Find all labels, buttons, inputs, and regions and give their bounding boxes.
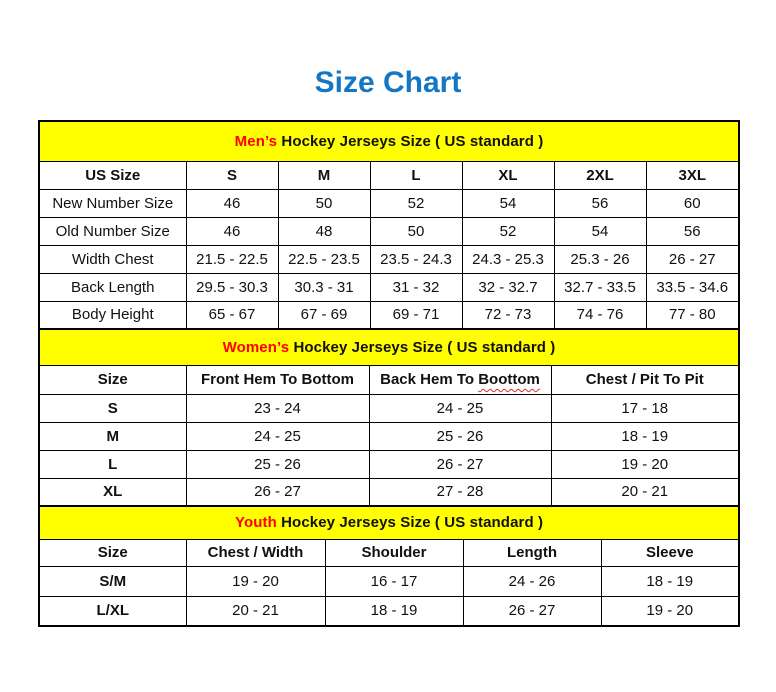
youth-table-row <box>39 596 739 626</box>
mens-size-value: 54 <box>462 189 554 217</box>
mens-size-value: 50 <box>370 217 462 245</box>
mens-column-header: M <box>278 161 370 189</box>
mens-size-value: 31 - 32 <box>370 273 462 301</box>
mens-column-header: 3XL <box>646 161 739 189</box>
womens-table-row <box>39 450 739 478</box>
youth-section-accent: Youth <box>234 514 277 532</box>
womens-size-value: 19 - 20 <box>551 450 739 478</box>
mens-size-value: 30.3 - 31 <box>278 273 370 301</box>
mens-size-value: 52 <box>370 189 462 217</box>
mens-size-value: 24.3 - 25.3 <box>462 245 554 273</box>
mens-column-header: L <box>370 161 462 189</box>
mens-size-value: 46 <box>186 217 278 245</box>
womens-size-value: 20 - 21 <box>551 478 739 506</box>
mens-size-value: 32.7 - 33.5 <box>554 273 646 301</box>
mens-section-accent: Men’s <box>234 132 278 150</box>
womens-size-value: 26 - 27 <box>369 450 551 478</box>
mens-table-row <box>39 273 739 301</box>
mens-size-value: 74 - 76 <box>554 301 646 329</box>
youth-size-value: 20 - 21 <box>186 596 325 626</box>
mens-size-value: 25.3 - 26 <box>554 245 646 273</box>
womens-size-value: 26 - 27 <box>186 478 369 506</box>
youth-size-value: 16 - 17 <box>325 566 463 596</box>
youth-column-header: Shoulder <box>325 539 463 566</box>
mens-size-value: 23.5 - 24.3 <box>370 245 462 273</box>
mens-row-label: Back Length <box>39 273 186 301</box>
womens-size-value: 27 - 28 <box>369 478 551 506</box>
youth-section-header <box>39 506 739 539</box>
youth-size-value: 26 - 27 <box>463 596 601 626</box>
mens-row-label: Old Number Size <box>39 217 186 245</box>
youth-size-table <box>38 505 740 627</box>
page-title: Size Chart <box>314 66 462 99</box>
mens-size-table <box>38 120 740 330</box>
mens-size-value: 60 <box>646 189 739 217</box>
womens-column-header: Size <box>39 365 186 394</box>
womens-size-value: 25 - 26 <box>369 422 551 450</box>
womens-size-value: 25 - 26 <box>186 450 369 478</box>
youth-size-value: 24 - 26 <box>463 566 601 596</box>
mens-size-value: 56 <box>646 217 739 245</box>
youth-row-label: S/M <box>39 566 186 596</box>
mens-section-header <box>39 121 739 161</box>
womens-row-label: XL <box>39 478 186 506</box>
womens-section-accent: Women’s <box>222 338 290 356</box>
youth-row-label: L/XL <box>39 596 186 626</box>
youth-size-value: 18 - 19 <box>601 566 739 596</box>
mens-size-value: 67 - 69 <box>278 301 370 329</box>
mens-size-value: 22.5 - 23.5 <box>278 245 370 273</box>
youth-size-value: 18 - 19 <box>325 596 463 626</box>
womens-column-header: Chest / Pit To Pit <box>551 365 739 394</box>
mens-size-value: 54 <box>554 217 646 245</box>
womens-table-row <box>39 422 739 450</box>
mens-size-value: 21.5 - 22.5 <box>186 245 278 273</box>
womens-size-table <box>38 328 740 507</box>
mens-column-header: 2XL <box>554 161 646 189</box>
womens-row-label: M <box>39 422 186 450</box>
mens-table-row <box>39 189 739 217</box>
womens-size-value: 18 - 19 <box>551 422 739 450</box>
youth-column-header: Length <box>463 539 601 566</box>
mens-size-value: 33.5 - 34.6 <box>646 273 739 301</box>
mens-column-header: S <box>186 161 278 189</box>
youth-column-header: Size <box>39 539 186 566</box>
womens-row-label: S <box>39 394 186 422</box>
mens-row-label: New Number Size <box>39 189 186 217</box>
mens-size-value: 77 - 80 <box>646 301 739 329</box>
mens-size-value: 32 - 32.7 <box>462 273 554 301</box>
mens-size-value: 65 - 67 <box>186 301 278 329</box>
womens-column-header: Back Hem To Boottom <box>369 365 551 394</box>
mens-section-title: Hockey Jerseys Size ( US standard ) <box>281 132 544 150</box>
womens-section-header <box>39 329 739 365</box>
youth-size-value: 19 - 20 <box>601 596 739 626</box>
womens-size-value: 17 - 18 <box>551 394 739 422</box>
mens-size-value: 52 <box>462 217 554 245</box>
youth-table-row <box>39 566 739 596</box>
womens-table-row <box>39 394 739 422</box>
mens-size-value: 56 <box>554 189 646 217</box>
youth-section-title: Hockey Jerseys Size ( US standard ) <box>281 514 544 532</box>
size-chart <box>38 120 738 627</box>
mens-size-value: 50 <box>278 189 370 217</box>
mens-column-header: US Size <box>39 161 186 189</box>
womens-section-title: Hockey Jerseys Size ( US standard ) <box>293 338 556 356</box>
youth-column-header: Chest / Width <box>186 539 325 566</box>
womens-column-header: Front Hem To Bottom <box>186 365 369 394</box>
womens-row-label: L <box>39 450 186 478</box>
mens-column-header: XL <box>462 161 554 189</box>
mens-size-value: 46 <box>186 189 278 217</box>
mens-size-value: 26 - 27 <box>646 245 739 273</box>
misspelled-word: Boottom <box>478 371 540 388</box>
womens-size-value: 24 - 25 <box>186 422 369 450</box>
mens-row-label: Width Chest <box>39 245 186 273</box>
mens-table-row <box>39 245 739 273</box>
youth-size-value: 19 - 20 <box>186 566 325 596</box>
youth-column-header: Sleeve <box>601 539 739 566</box>
mens-table-row <box>39 301 739 329</box>
womens-table-row <box>39 478 739 506</box>
womens-size-value: 24 - 25 <box>369 394 551 422</box>
mens-size-value: 48 <box>278 217 370 245</box>
mens-size-value: 29.5 - 30.3 <box>186 273 278 301</box>
mens-table-row <box>39 217 739 245</box>
mens-row-label: Body Height <box>39 301 186 329</box>
mens-size-value: 72 - 73 <box>462 301 554 329</box>
womens-size-value: 23 - 24 <box>186 394 369 422</box>
mens-size-value: 69 - 71 <box>370 301 462 329</box>
